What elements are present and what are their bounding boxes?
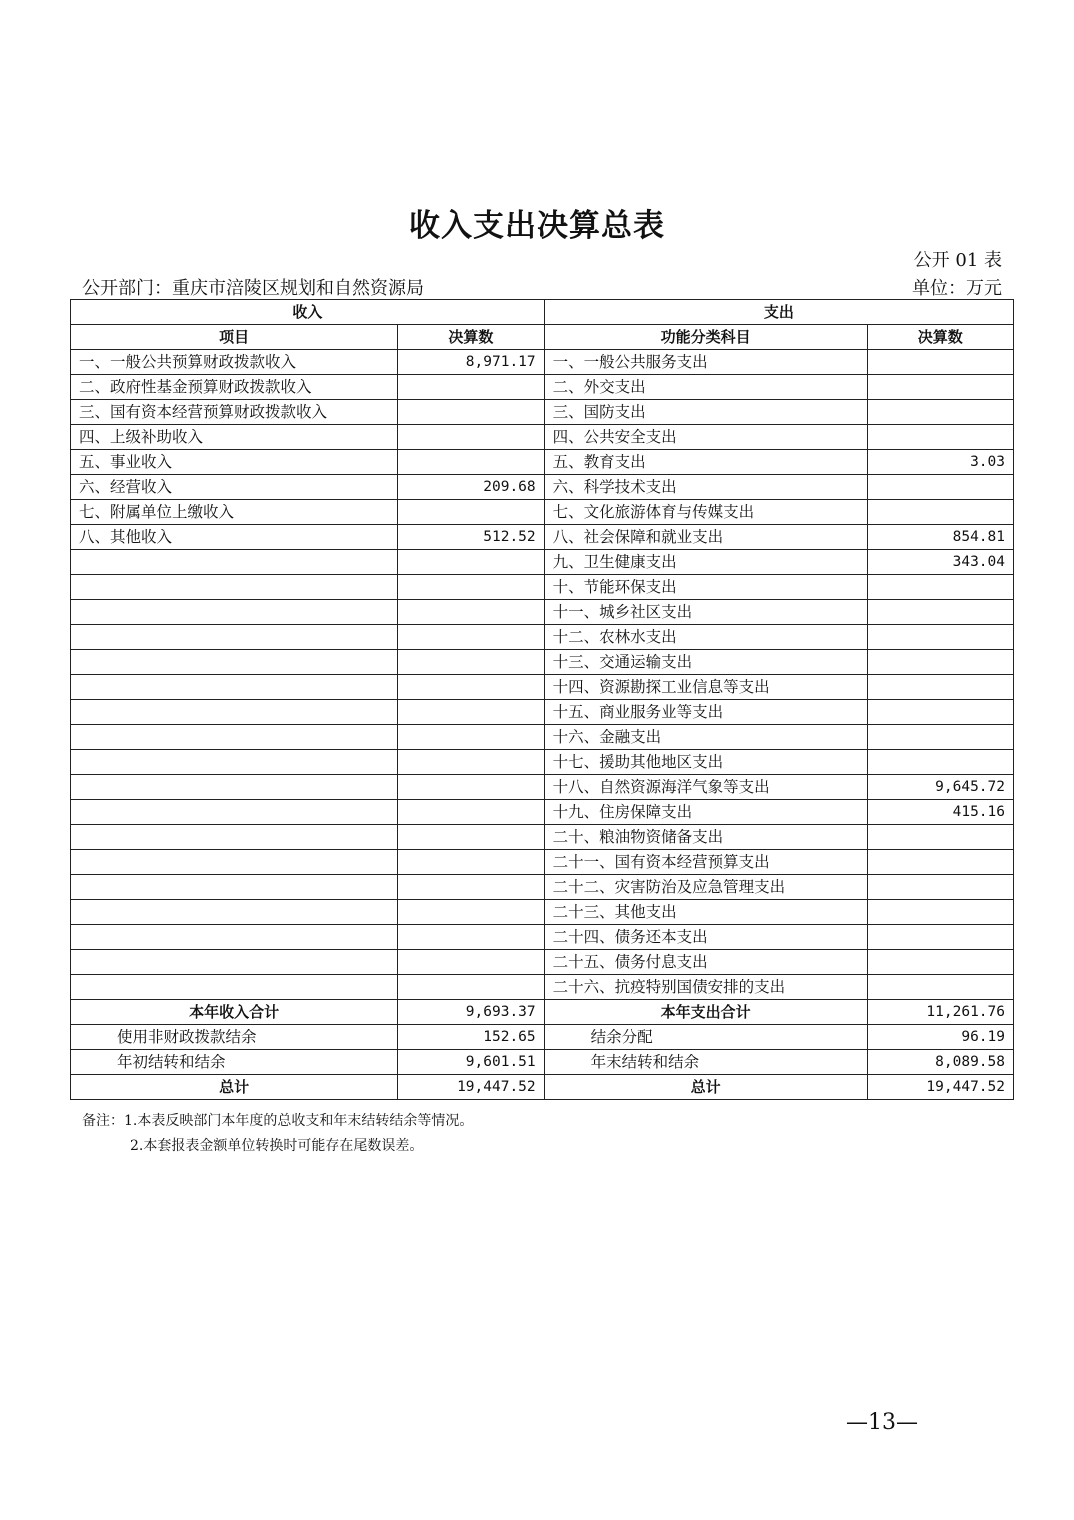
income-value-cell (398, 675, 544, 700)
income-item-cell (71, 925, 398, 950)
income-item-cell (71, 875, 398, 900)
expense-value-cell (867, 975, 1013, 1000)
expense-item-cell: 二十五、债务付息支出 (544, 950, 867, 975)
grand-total-row (71, 1075, 1014, 1100)
expense-item-cell: 十八、自然资源海洋气象等支出 (544, 775, 867, 800)
expense-item-cell: 十五、商业服务业等支出 (544, 700, 867, 725)
income-value-cell (398, 725, 544, 750)
expense-item-cell: 二、外交支出 (544, 375, 867, 400)
grand-total-value-left: 19,447.52 (398, 1075, 544, 1100)
begin-balance-label: 年初结转和结余 (71, 1050, 398, 1075)
department-label: 公开部门：重庆市涪陵区规划和自然资源局 (82, 278, 424, 299)
table-row (71, 975, 1014, 1000)
income-value-cell (398, 775, 544, 800)
nonfiscal-value: 152.65 (398, 1025, 544, 1050)
table-row (71, 825, 1014, 850)
table-row (71, 650, 1014, 675)
expense-value-cell (867, 625, 1013, 650)
expense-value-cell (867, 375, 1013, 400)
expense-item-cell: 十四、资源勘探工业信息等支出 (544, 675, 867, 700)
note-2: 2.本套报表金额单位转换时可能存在尾数误差。 (130, 1138, 424, 1154)
income-value-cell (398, 625, 544, 650)
expense-item-cell: 六、科学技术支出 (544, 475, 867, 500)
income-item-cell: 五、事业收入 (71, 450, 398, 475)
income-item-cell: 七、附属单位上缴收入 (71, 500, 398, 525)
income-item-cell (71, 625, 398, 650)
expense-total-label: 本年支出合计 (544, 1000, 867, 1025)
expense-item-cell: 二十二、灾害防治及应急管理支出 (544, 875, 867, 900)
expense-value-cell (867, 650, 1013, 675)
expense-item-cell: 十、节能环保支出 (544, 575, 867, 600)
table-row (71, 900, 1014, 925)
income-value-cell (398, 425, 544, 450)
begin-balance-value: 9,601.51 (398, 1050, 544, 1075)
expense-value-cell (867, 500, 1013, 525)
table-row (71, 450, 1014, 475)
expense-item-cell: 二十三、其他支出 (544, 900, 867, 925)
table-row (71, 800, 1014, 825)
grand-total-value-right: 19,447.52 (867, 1075, 1013, 1100)
expense-item-cell: 十六、金融支出 (544, 725, 867, 750)
page-number: —13— (846, 1410, 918, 1435)
income-value-cell (398, 650, 544, 675)
income-item-cell: 四、上级补助收入 (71, 425, 398, 450)
income-amount-header: 决算数 (398, 325, 544, 350)
income-value-cell (398, 850, 544, 875)
income-item-cell (71, 650, 398, 675)
income-item-cell (71, 725, 398, 750)
expense-item-cell: 四、公共安全支出 (544, 425, 867, 450)
income-value-cell (398, 375, 544, 400)
table-row (71, 550, 1014, 575)
table-row (71, 925, 1014, 950)
note-1: 备注：1.本表反映部门本年度的总收支和年末结转结余等情况。 (82, 1113, 474, 1129)
income-value-cell (398, 800, 544, 825)
table-row (71, 475, 1014, 500)
table-row (71, 600, 1014, 625)
end-balance-label: 年末结转和结余 (544, 1050, 867, 1075)
income-item-cell (71, 600, 398, 625)
table-row (71, 950, 1014, 975)
expense-value-cell (867, 425, 1013, 450)
income-item-cell (71, 775, 398, 800)
income-item-cell (71, 800, 398, 825)
distribution-label: 结余分配 (544, 1025, 867, 1050)
expense-value-cell (867, 950, 1013, 975)
distribution-value: 96.19 (867, 1025, 1013, 1050)
balance-row (71, 1025, 1014, 1050)
income-item-cell (71, 550, 398, 575)
income-item-cell (71, 825, 398, 850)
income-value-cell (398, 875, 544, 900)
income-value-cell: 512.52 (398, 525, 544, 550)
expense-item-cell: 九、卫生健康支出 (544, 550, 867, 575)
income-item-cell (71, 750, 398, 775)
function-header: 功能分类科目 (544, 325, 867, 350)
expense-item-cell: 十二、农林水支出 (544, 625, 867, 650)
table-row (71, 375, 1014, 400)
expense-item-cell: 十三、交通运输支出 (544, 650, 867, 675)
table-row (71, 850, 1014, 875)
header-row-group (71, 300, 1014, 325)
income-value-cell (398, 450, 544, 475)
expense-item-cell: 二十、粮油物资储备支出 (544, 825, 867, 850)
expense-value-cell (867, 875, 1013, 900)
unit-label: 单位：万元 (912, 278, 1002, 299)
expense-item-cell: 二十一、国有资本经营预算支出 (544, 850, 867, 875)
income-item-cell: 六、经营收入 (71, 475, 398, 500)
income-value-cell (398, 700, 544, 725)
item-header: 项目 (71, 325, 398, 350)
income-item-cell (71, 675, 398, 700)
expense-value-cell (867, 575, 1013, 600)
expense-header: 支出 (544, 300, 1013, 325)
income-item-cell: 一、一般公共预算财政拨款收入 (71, 350, 398, 375)
income-value-cell (398, 400, 544, 425)
income-total-label: 本年收入合计 (71, 1000, 398, 1025)
expense-value-cell: 9,645.72 (867, 775, 1013, 800)
income-expense-table (70, 299, 1014, 1100)
expense-value-cell: 3.03 (867, 450, 1013, 475)
table-row (71, 875, 1014, 900)
expense-value-cell (867, 750, 1013, 775)
notes (82, 1109, 473, 1159)
expense-amount-header: 决算数 (867, 325, 1013, 350)
header-row-columns (71, 325, 1014, 350)
expense-item-cell: 二十四、债务还本支出 (544, 925, 867, 950)
expense-value-cell: 343.04 (867, 550, 1013, 575)
income-header: 收入 (71, 300, 545, 325)
income-value-cell (398, 500, 544, 525)
table-row (71, 725, 1014, 750)
expense-item-cell: 十一、城乡社区支出 (544, 600, 867, 625)
table-row (71, 700, 1014, 725)
income-value-cell (398, 925, 544, 950)
income-value-cell (398, 575, 544, 600)
grand-total-label-left: 总计 (71, 1075, 398, 1100)
expense-value-cell (867, 700, 1013, 725)
expense-value-cell: 415.16 (867, 800, 1013, 825)
total-row (71, 1000, 1014, 1025)
expense-value-cell (867, 900, 1013, 925)
end-balance-value: 8,089.58 (867, 1050, 1013, 1075)
expense-item-cell: 十九、住房保障支出 (544, 800, 867, 825)
grand-total-label-right: 总计 (544, 1075, 867, 1100)
table-row (71, 350, 1014, 375)
nonfiscal-label: 使用非财政拨款结余 (71, 1025, 398, 1050)
expense-item-cell: 七、文化旅游体育与传媒支出 (544, 500, 867, 525)
expense-value-cell (867, 400, 1013, 425)
income-item-cell (71, 850, 398, 875)
expense-value-cell (867, 600, 1013, 625)
income-value-cell (398, 900, 544, 925)
table-row (71, 675, 1014, 700)
table-row (71, 525, 1014, 550)
income-value-cell (398, 600, 544, 625)
income-item-cell (71, 950, 398, 975)
income-item-cell (71, 700, 398, 725)
form-number: 公开 01 表 (913, 250, 1002, 271)
table-row (71, 400, 1014, 425)
table-row (71, 575, 1014, 600)
expense-value-cell (867, 675, 1013, 700)
income-item-cell (71, 975, 398, 1000)
expense-value-cell (867, 850, 1013, 875)
expense-value-cell (867, 350, 1013, 375)
page-title: 收入支出决算总表 (409, 208, 665, 244)
income-item-cell (71, 575, 398, 600)
expense-value-cell (867, 825, 1013, 850)
income-value-cell (398, 950, 544, 975)
table-row (71, 425, 1014, 450)
summary-body (71, 1000, 1014, 1100)
income-item-cell: 二、政府性基金预算财政拨款收入 (71, 375, 398, 400)
table-row (71, 775, 1014, 800)
income-value-cell (398, 550, 544, 575)
income-item-cell: 八、其他收入 (71, 525, 398, 550)
expense-item-cell: 八、社会保障和就业支出 (544, 525, 867, 550)
income-item-cell: 三、国有资本经营预算财政拨款收入 (71, 400, 398, 425)
expense-item-cell: 三、国防支出 (544, 400, 867, 425)
expense-item-cell: 二十六、抗疫特别国债安排的支出 (544, 975, 867, 1000)
expense-value-cell (867, 925, 1013, 950)
table-row (71, 750, 1014, 775)
income-value-cell (398, 975, 544, 1000)
expense-item-cell: 十七、援助其他地区支出 (544, 750, 867, 775)
expense-value-cell: 854.81 (867, 525, 1013, 550)
table-body (71, 350, 1014, 1000)
income-value-cell: 209.68 (398, 475, 544, 500)
expense-total-value: 11,261.76 (867, 1000, 1013, 1025)
income-value-cell: 8,971.17 (398, 350, 544, 375)
table-row (71, 500, 1014, 525)
expense-value-cell (867, 725, 1013, 750)
expense-value-cell (867, 475, 1013, 500)
income-total-value: 9,693.37 (398, 1000, 544, 1025)
expense-item-cell: 一、一般公共服务支出 (544, 350, 867, 375)
income-value-cell (398, 750, 544, 775)
income-item-cell (71, 900, 398, 925)
expense-item-cell: 五、教育支出 (544, 450, 867, 475)
table-row (71, 625, 1014, 650)
carryover-row (71, 1050, 1014, 1075)
income-value-cell (398, 825, 544, 850)
